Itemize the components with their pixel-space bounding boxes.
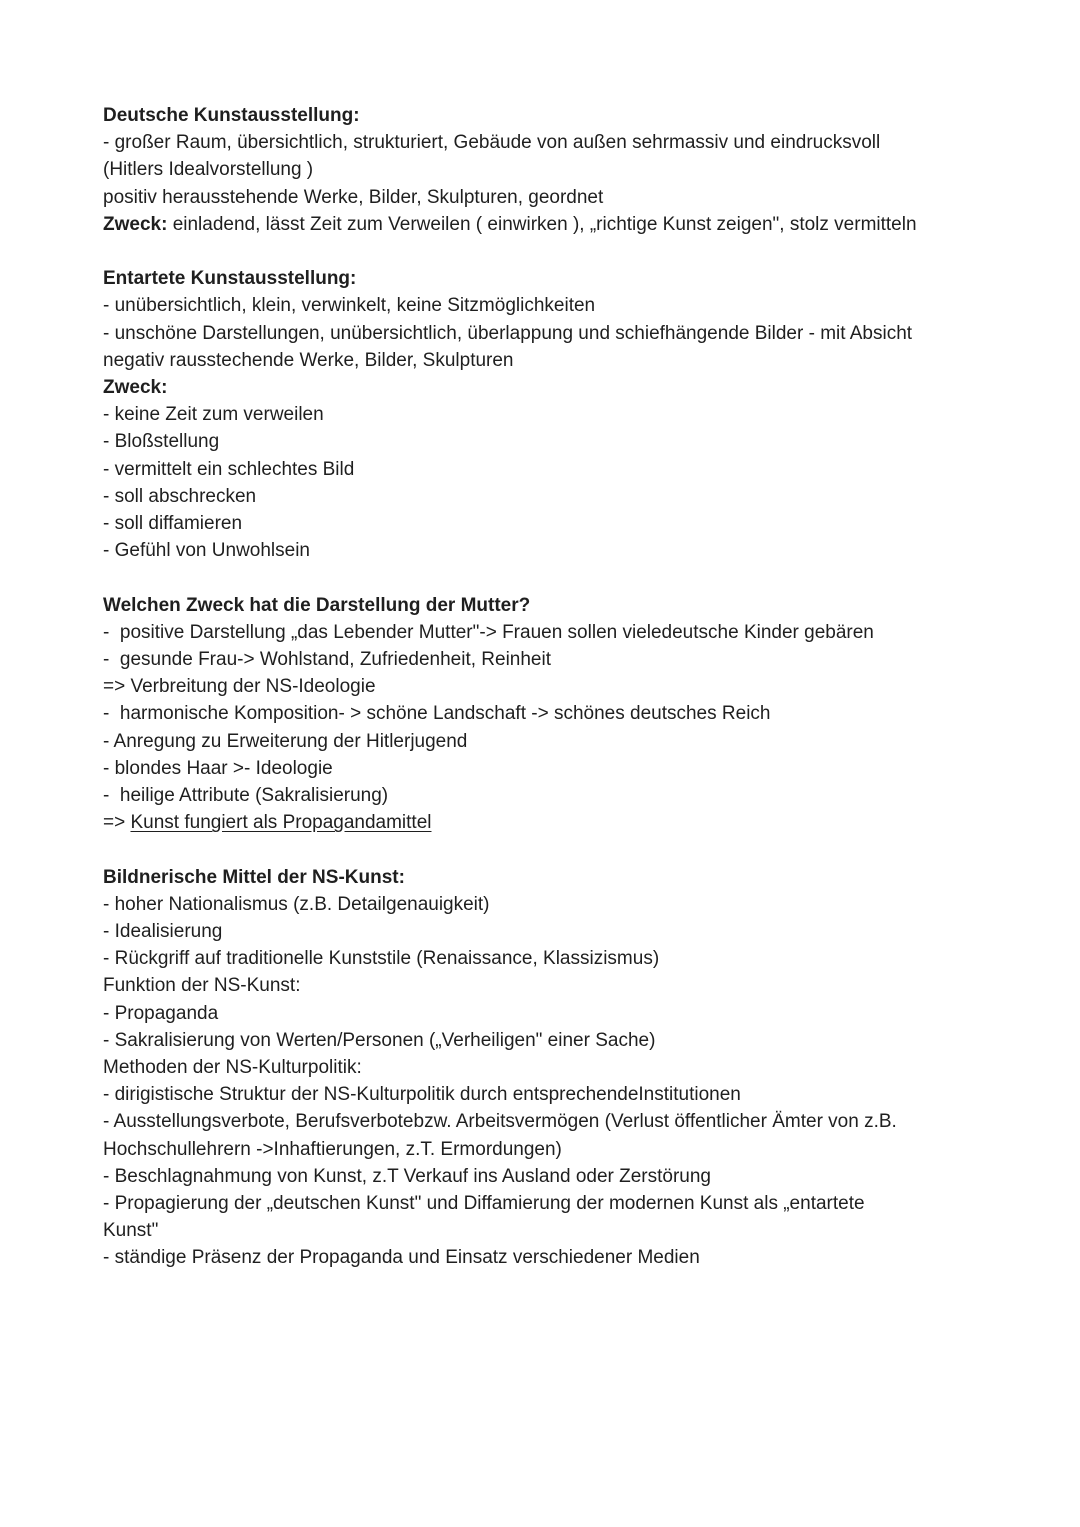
purpose-line	[103, 211, 1003, 238]
purpose-label: Zweck:	[103, 213, 168, 235]
list-item: - soll diffamieren	[103, 513, 243, 535]
list-item: - Anregung zu Erweiterung der Hitlerjugend	[103, 730, 468, 752]
list-item: - Gefühl von Unwohlsein	[103, 540, 310, 562]
list-item: - dirigistische Struktur der NS-Kulturpolitik durch entsprechendeInstitutionen	[103, 1084, 741, 1106]
text-line: - großer Raum, übersichtlich, strukturiert, Gebäude von außen sehrmassiv und eindrucksvoll	[103, 132, 881, 154]
list-item: - soll abschrecken	[103, 485, 257, 507]
list-item: - Rückgriff auf traditionelle Kunststile (Renaissance, Klassizismus)	[103, 948, 660, 970]
list-item: - blondes Haar >- Ideologie	[103, 757, 333, 779]
list-item: - Bloßstellung	[103, 431, 220, 453]
list-item: - keine Zeit zum verweilen	[103, 404, 324, 426]
purpose-label: Zweck:	[103, 377, 168, 399]
list-item: - heilige Attribute (Sakralisierung)	[103, 785, 389, 807]
purpose-text: einladend, lässt Zeit zum Verweilen ( einwirken ), „richtige Kunst zeigen", stolz vermitteln	[167, 213, 917, 235]
list-item: - vermittelt ein schlechtes Bild	[103, 458, 355, 480]
section-heading-mutter: Welchen Zweck hat die Darstellung der Mutter?	[103, 594, 531, 616]
list-item: - Ausstellungsverbote, Berufsverbotebzw. Arbeitsvermögen (Verlust öffentlicher Ämter von z.B.	[103, 1111, 897, 1133]
conclusion-text: Kunst fungiert als Propagandamittel	[130, 812, 432, 834]
list-item: - Idealisierung	[103, 921, 223, 943]
section-heading-entartete-kunstausstellung: Entartete Kunstausstellung:	[103, 268, 357, 290]
text-line: (Hitlers Idealvorstellung )	[103, 159, 314, 181]
list-item: => Verbreitung der NS-Ideologie	[103, 676, 376, 698]
text-line: negativ rausstechende Werke, Bilder, Skulpturen	[103, 349, 514, 371]
section-heading-bildnerische-mittel: Bildnerische Mittel der NS-Kunst:	[103, 866, 405, 888]
subheading-funktion: Funktion der NS-Kunst:	[103, 975, 301, 997]
conclusion-line	[103, 809, 1003, 836]
section-heading-deutsche-kunstausstellung: Deutsche Kunstausstellung:	[103, 105, 360, 126]
list-item: - positive Darstellung „das Lebender Mutter"-> Frauen sollen vieledeutsche Kinder gebären	[103, 621, 874, 643]
text-line: - unübersichtlich, klein, verwinkelt, keine Sitzmöglichkeiten	[103, 295, 596, 317]
conclusion-prefix: =>	[103, 812, 131, 834]
subheading-methoden: Methoden der NS-Kulturpolitik:	[103, 1057, 362, 1079]
list-item: Kunst"	[103, 1220, 159, 1242]
list-item: - Beschlagnahmung von Kunst, z.T Verkauf ins Ausland oder Zerstörung	[103, 1165, 711, 1187]
text-line: - unschöne Darstellungen, unübersichtlich, überlappung und schiefhängende Bilder - mit Absicht	[103, 322, 913, 344]
list-item: - ständige Präsenz der Propaganda und Einsatz verschiedener Medien	[103, 1247, 700, 1269]
list-item: Hochschullehrern ->Inhaftierungen, z.T. Ermordungen)	[103, 1138, 562, 1160]
list-item: - Propagierung der „deutschen Kunst" und Diffamierung der modernen Kunst als „entartete	[103, 1193, 865, 1215]
list-item: - Sakralisierung von Werten/Personen („Verheiligen" einer Sache)	[103, 1029, 656, 1051]
document-page	[103, 102, 1003, 1272]
text-line: positiv herausstehende Werke, Bilder, Skulpturen, geordnet	[103, 186, 604, 208]
list-item: - harmonische Komposition- > schöne Landschaft -> schönes deutsches Reich	[103, 703, 771, 725]
list-item: - Propaganda	[103, 1002, 219, 1024]
list-item: - gesunde Frau-> Wohlstand, Zufriedenheit, Reinheit	[103, 649, 551, 671]
list-item: - hoher Nationalismus (z.B. Detailgenauigkeit)	[103, 893, 490, 915]
